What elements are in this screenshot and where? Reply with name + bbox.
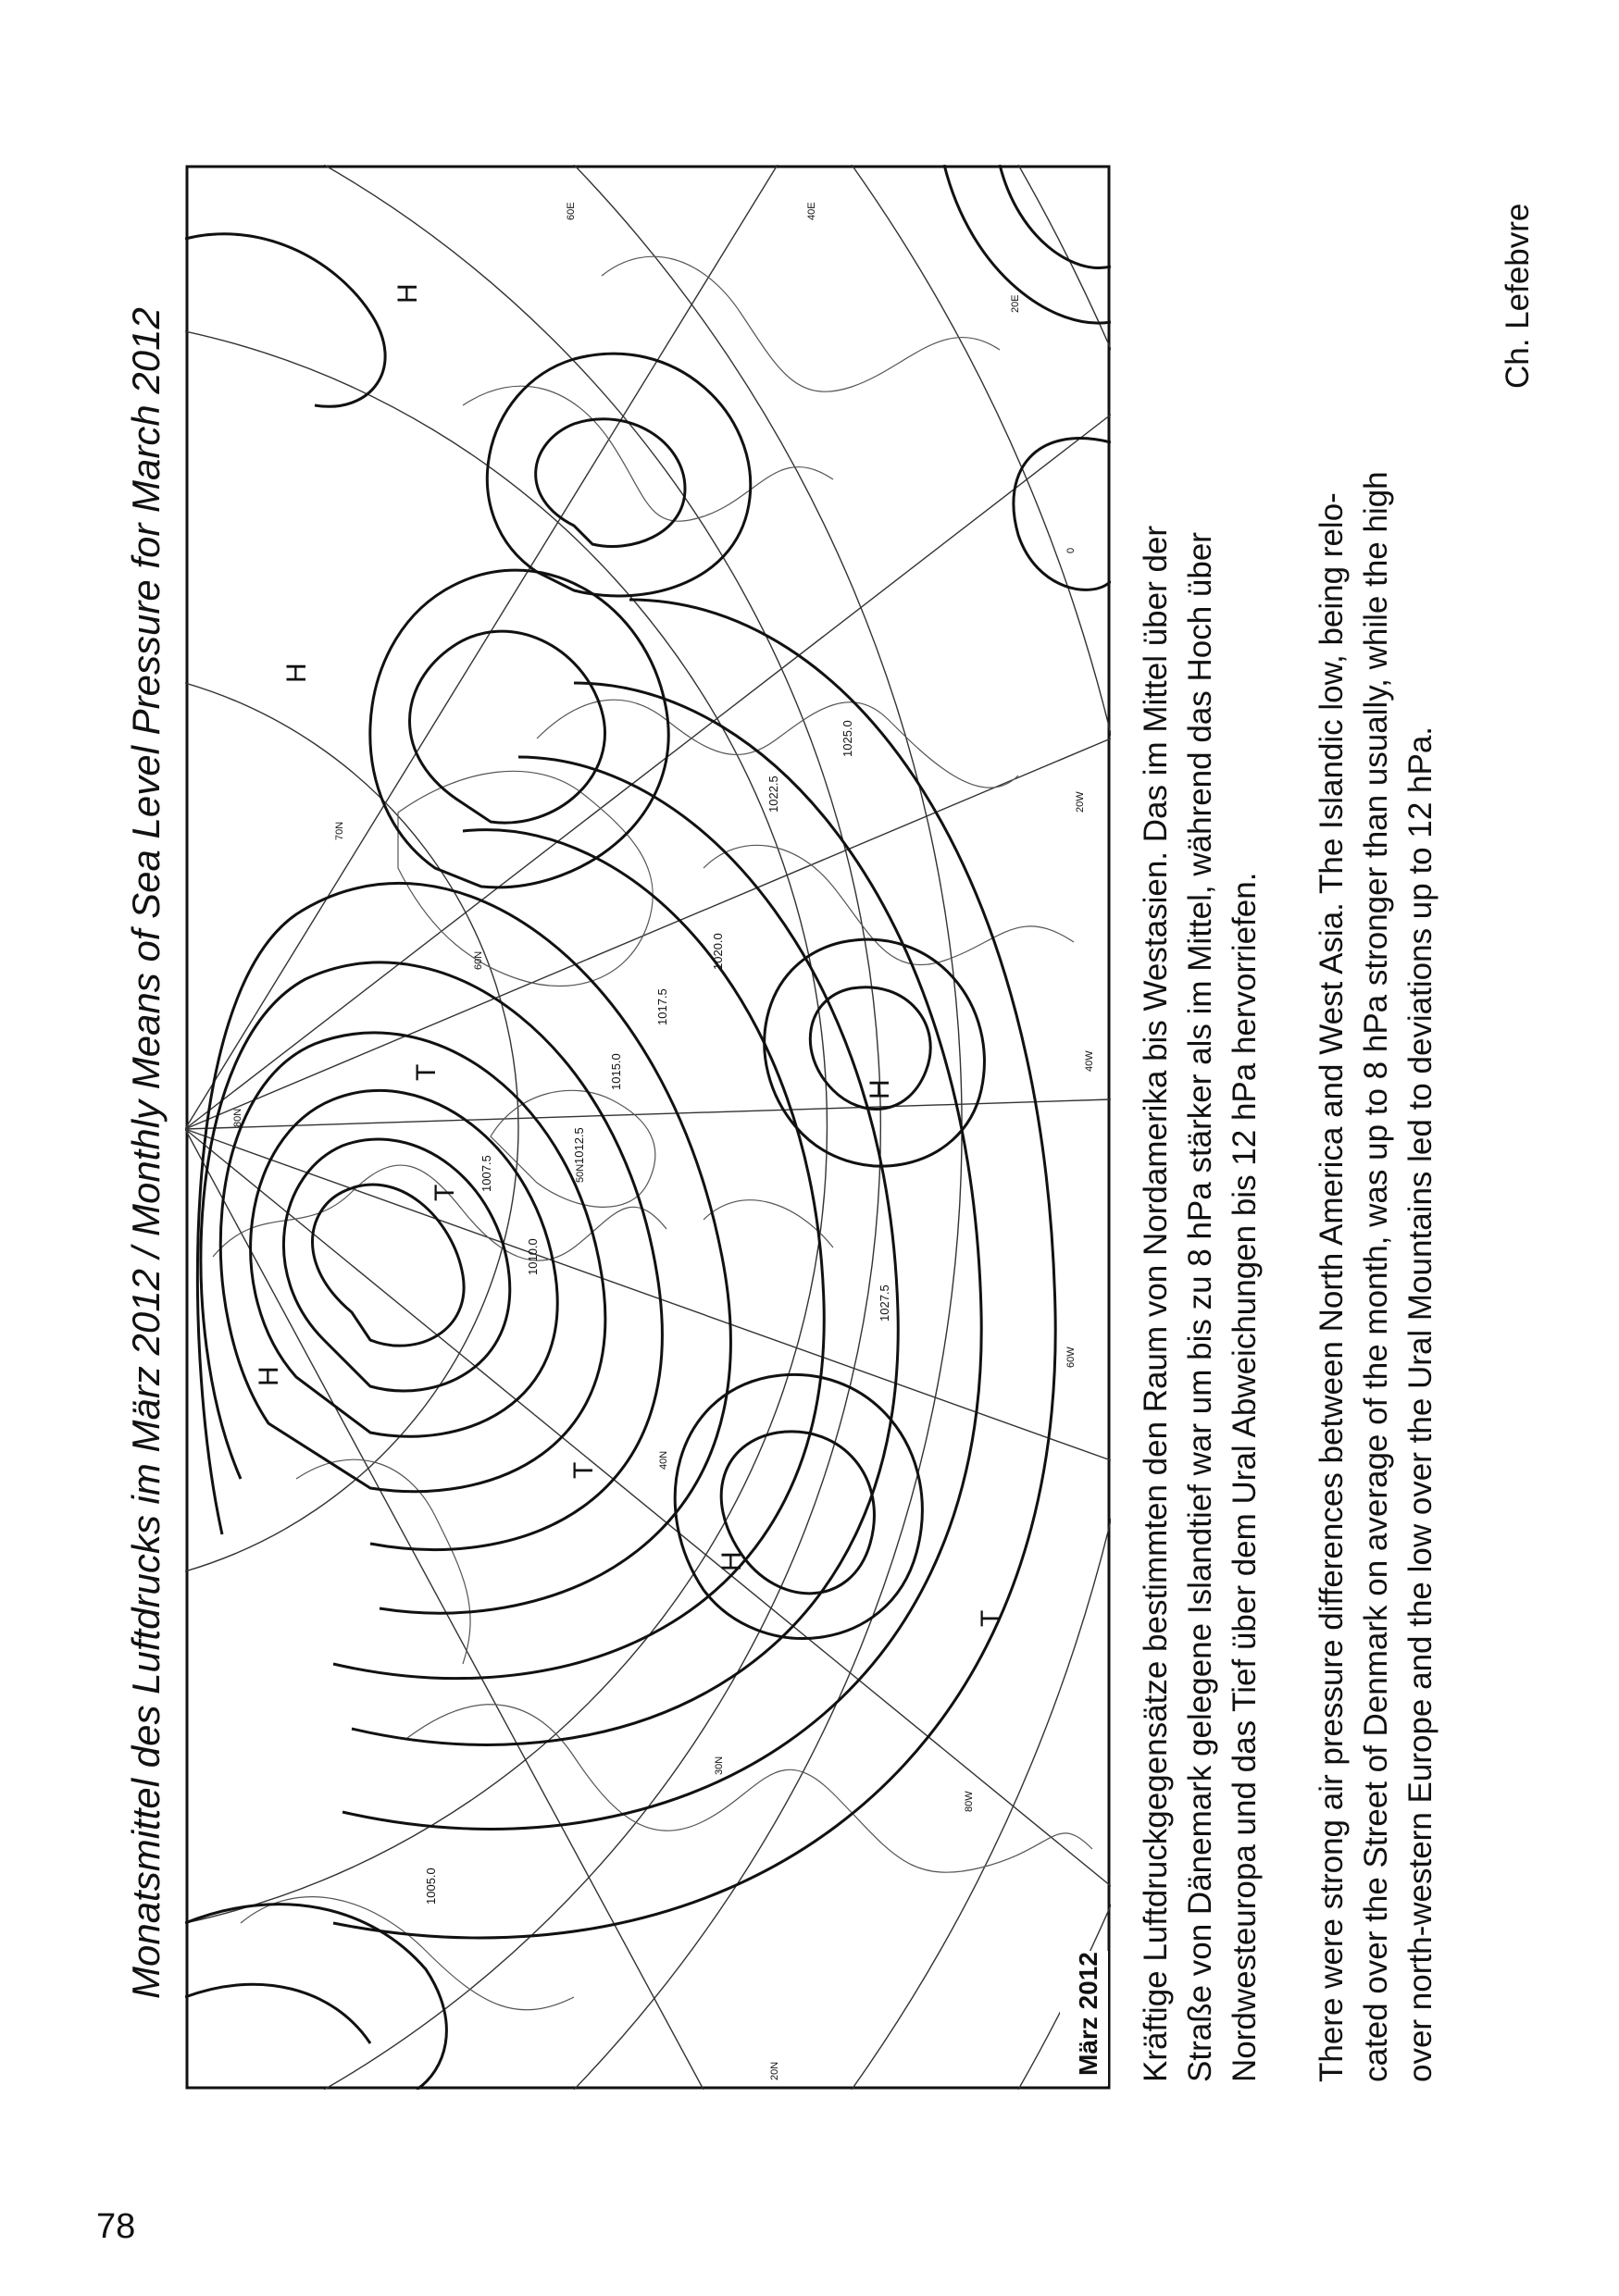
isobar-label: 1025.0 bbox=[841, 720, 854, 757]
english-description bbox=[1310, 176, 1443, 2082]
page-number: 78 bbox=[96, 2207, 136, 2246]
latitude-label: 70N bbox=[334, 821, 345, 840]
low-pressure-center: T bbox=[568, 1461, 599, 1479]
longitude-label: 0 bbox=[1065, 547, 1077, 553]
isobar-label: 1015.0 bbox=[609, 1053, 623, 1090]
german-line: Straße von Dänemark gelegene Islandtief war um bis zu 8 hPa stärker als im Mittel, während das Hoch über bbox=[1182, 532, 1218, 2082]
english-line: cated over the Street of Denmark on average of the month, was up to 8 hPa stronger than usually, while the high bbox=[1358, 471, 1394, 2082]
low-pressure-center: T bbox=[411, 1063, 442, 1081]
latitude-label: 30N bbox=[714, 1756, 725, 1775]
longitude-label: 60W bbox=[1065, 1347, 1077, 1368]
longitude-label: 40E bbox=[806, 202, 817, 220]
isobar-label: 1020.0 bbox=[711, 933, 725, 970]
high-pressure-center: H bbox=[716, 1551, 747, 1571]
high-pressure-center: H bbox=[254, 1366, 284, 1386]
high-pressure-center: H bbox=[392, 283, 423, 304]
longitude-label: 80W bbox=[964, 1791, 975, 1812]
pressure-map bbox=[185, 165, 1111, 2090]
german-description bbox=[1134, 176, 1267, 2082]
page-title: Monatsmittel des Luftdrucks im März 2012 / Monthly Means of Sea Level Pressure for March 2012 bbox=[124, 307, 168, 1999]
isobar-label: 1027.5 bbox=[878, 1285, 891, 1322]
latitude-label: 40N bbox=[658, 1450, 669, 1470]
latitude-label: 80N bbox=[232, 1108, 243, 1127]
isobar-label: 1005.0 bbox=[424, 1868, 438, 1905]
longitude-label: 40W bbox=[1084, 1050, 1095, 1072]
latitude-label: 60N bbox=[473, 950, 484, 970]
low-pressure-center: T bbox=[430, 1184, 460, 1201]
longitude-label: 20E bbox=[1010, 294, 1021, 313]
longitude-label: 60E bbox=[566, 202, 577, 220]
longitude-label: 20W bbox=[1075, 791, 1086, 813]
isobar-label: 1017.5 bbox=[655, 988, 669, 1025]
german-line: Kräftige Luftdruckgegensätze bestimmten den Raum von Nordamerika bis Westasien. Das im Mittel über der bbox=[1138, 525, 1174, 2082]
low-pressure-center: T bbox=[976, 1609, 1006, 1627]
latitude-label: 50N bbox=[575, 1163, 586, 1183]
german-line: Nordwesteuropa und das Tief über dem Ural Abweichungen bis 12 hPa hervorriefen. bbox=[1227, 872, 1263, 2082]
high-pressure-center: H bbox=[865, 1079, 895, 1099]
author: Ch. Lefebvre bbox=[1500, 203, 1536, 389]
month-label: März 2012 bbox=[1074, 1952, 1102, 2076]
high-pressure-center: H bbox=[281, 663, 312, 683]
isobar-label: 1022.5 bbox=[766, 776, 780, 813]
isobar-label: 1007.5 bbox=[479, 1155, 493, 1192]
isobar-label: 1012.5 bbox=[572, 1127, 586, 1164]
english-line: over north-western Europe and the low over the Ural Mountains led to deviations up to 12 hPa. bbox=[1402, 726, 1438, 2082]
latitude-label: 20N bbox=[769, 2061, 780, 2080]
isobar-label: 1010.0 bbox=[526, 1238, 540, 1275]
english-line: There were strong air pressure differences between North America and West Asia. The Islandic low, being relo- bbox=[1314, 492, 1350, 2082]
